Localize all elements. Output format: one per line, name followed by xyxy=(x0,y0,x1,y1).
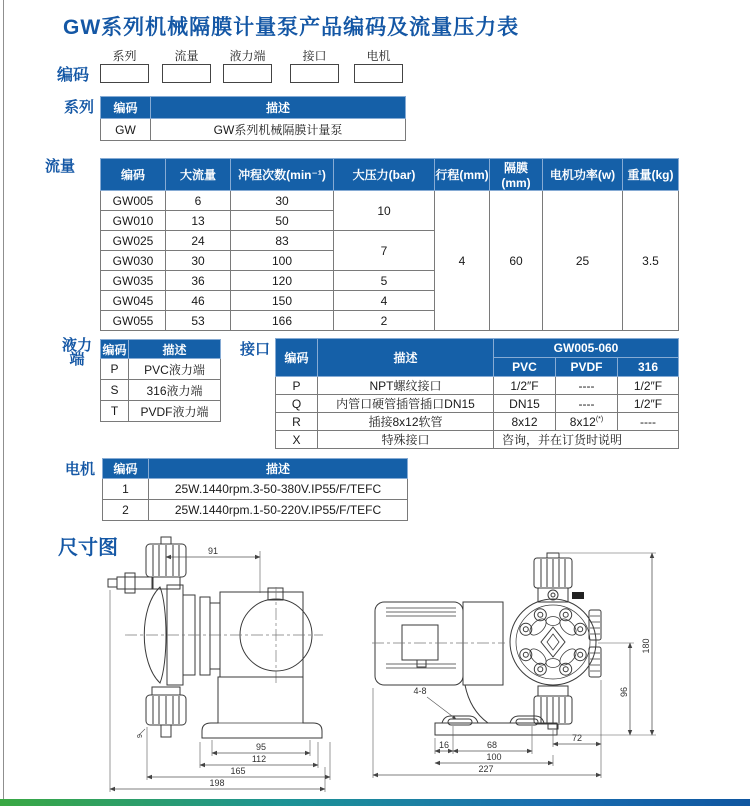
interface-header-code: 编码 xyxy=(276,339,318,377)
flow-cell: 30 xyxy=(231,191,334,211)
dim-label-95: 95 xyxy=(255,742,267,752)
interface-316-value: ---- xyxy=(618,413,679,431)
flow-cell: 30 xyxy=(166,251,231,271)
dim-label-96: 96 xyxy=(619,686,629,698)
flow-cell: GW005 xyxy=(101,191,166,211)
flow-header-diaphragm: 隔膜(mm) xyxy=(490,159,543,191)
flow-stroke-cell: 4 xyxy=(435,191,490,331)
dim-label-180: 180 xyxy=(641,638,651,654)
flow-pressure-cell: 7 xyxy=(334,231,435,271)
flow-cell: GW045 xyxy=(101,291,166,311)
motor-desc: 25W.1440rpm.1-50-220V.IP55/F/TEFC xyxy=(149,500,408,521)
dim-label-16: 16 xyxy=(438,740,450,750)
table-row xyxy=(101,119,406,141)
dim-label-91: 91 xyxy=(207,546,219,556)
dim-label-68: 68 xyxy=(486,740,498,750)
flow-cell: 150 xyxy=(231,291,334,311)
interface-header-group: GW005-060 xyxy=(494,339,679,358)
interface-table xyxy=(275,338,679,449)
interface-special-note: 咨询，并在订货时说明 xyxy=(494,431,679,449)
dim-label-holes: 4-8 xyxy=(413,686,427,696)
head-windows xyxy=(527,616,579,668)
interface-desc: NPT螺纹接口 xyxy=(318,377,494,395)
flow-pressure-cell: 5 xyxy=(334,271,435,291)
coding-slot-box-hydraulic xyxy=(223,64,272,83)
bracket-drawing xyxy=(465,685,488,723)
dim-label-100: 100 xyxy=(486,752,502,762)
pump-front-view-drawing xyxy=(370,540,670,788)
hydraulic-code: S xyxy=(101,380,129,401)
flow-cell: 53 xyxy=(166,311,231,331)
hydraulic-desc: PVDF液力端 xyxy=(129,401,221,422)
interface-header-desc: 描述 xyxy=(318,339,494,377)
left-border-line xyxy=(3,0,4,806)
interface-pvdf-value xyxy=(556,413,618,431)
dim-label-72: 72 xyxy=(571,733,583,743)
interface-code: R xyxy=(276,413,318,431)
coding-slot-label-motor: 电机 xyxy=(366,49,391,63)
motor-section-label: 电机 xyxy=(65,461,96,478)
adjustment-knobs-drawing xyxy=(589,610,601,677)
bolt-circles xyxy=(520,609,586,675)
coding-slot-label-hydraulic: 液力端 xyxy=(229,49,266,63)
interface-header-316: 316 xyxy=(618,358,679,377)
pump-head-front-drawing xyxy=(510,599,596,685)
flow-header-pressure: 大压力(bar) xyxy=(334,159,435,191)
motor-drawing xyxy=(220,588,312,677)
hydraulic-desc: PVC液力端 xyxy=(129,359,221,380)
dim-label-112: 112 xyxy=(251,754,267,764)
dim-label-198: 198 xyxy=(209,778,225,788)
flow-cell: 120 xyxy=(231,271,334,291)
interface-section-label: 接口 xyxy=(240,341,271,358)
interface-code: X xyxy=(276,431,318,449)
hydraulic-header-desc: 描述 xyxy=(129,340,221,359)
interface-pvc-value: 1/2″F xyxy=(494,377,556,395)
hydraulic-label-line2: 端 xyxy=(69,351,85,368)
discharge-valve-drawing xyxy=(146,537,186,589)
dimensions-section-label: 尺寸图 xyxy=(58,537,118,559)
interface-header-pvc: PVC xyxy=(494,358,556,377)
flow-diaphragm-cell: 60 xyxy=(490,191,543,331)
side-pipe-drawing xyxy=(108,573,153,593)
interface-pvc-value: 8x12 xyxy=(494,413,556,431)
suction-valve-drawing xyxy=(146,687,186,737)
motor-table xyxy=(102,458,408,521)
table-row xyxy=(276,431,679,449)
flow-header-code: 编码 xyxy=(101,159,166,191)
interface-pvdf-value: ---- xyxy=(556,377,618,395)
dimension-lines-front xyxy=(373,553,656,778)
coding-section-label: 编码 xyxy=(57,67,90,84)
flow-pressure-cell: 4 xyxy=(334,291,435,311)
flow-cell: GW035 xyxy=(101,271,166,291)
coding-slot-box-flow xyxy=(162,64,211,83)
motor-code: 2 xyxy=(103,500,149,521)
hydraulic-section-label xyxy=(60,339,94,367)
flow-cell: GW025 xyxy=(101,231,166,251)
dim-label-227: 227 xyxy=(478,764,494,774)
table-row xyxy=(276,377,679,395)
flow-header-power: 电机功率(w) xyxy=(543,159,623,191)
flow-pressure-cell: 10 xyxy=(334,191,435,231)
flow-cell: 83 xyxy=(231,231,334,251)
bottom-gradient-bar xyxy=(0,799,750,806)
dimension-labels xyxy=(137,546,266,788)
interface-pvdf-value: ---- xyxy=(556,395,618,413)
motor-desc: 25W.1440rpm.3-50-380V.IP55/F/TEFC xyxy=(149,479,408,500)
motor-code: 1 xyxy=(103,479,149,500)
flow-header-strokes: 冲程次数(min⁻¹) xyxy=(231,159,334,191)
flow-cell: GW010 xyxy=(101,211,166,231)
hydraulic-desc: 316液力端 xyxy=(129,380,221,401)
flow-cell: 46 xyxy=(166,291,231,311)
flow-cell: 24 xyxy=(166,231,231,251)
flow-table xyxy=(100,158,679,331)
flow-pressure-cell: 2 xyxy=(334,311,435,331)
base-drawing xyxy=(202,677,322,738)
coding-slot-label-series: 系列 xyxy=(112,49,137,63)
table-row xyxy=(101,359,221,380)
table-row xyxy=(101,380,221,401)
hydraulic-code: P xyxy=(101,359,129,380)
table-row xyxy=(276,395,679,413)
flow-weight-cell: 3.5 xyxy=(623,191,679,331)
interface-desc: 插接8x12软管 xyxy=(318,413,494,431)
flow-cell: 6 xyxy=(166,191,231,211)
flow-cell: GW030 xyxy=(101,251,166,271)
coding-slot-label-interface: 接口 xyxy=(302,49,327,63)
pump-side-view-drawing xyxy=(105,535,345,800)
flow-section-label: 流量 xyxy=(45,158,76,175)
motor-header-code: 编码 xyxy=(103,459,149,479)
interface-desc: 内管口硬管插管插口DN15 xyxy=(318,395,494,413)
interface-pvc-value: DN15 xyxy=(494,395,556,413)
flow-cell: GW055 xyxy=(101,311,166,331)
motor-header-desc: 描述 xyxy=(149,459,408,479)
flow-header-maxflow: 大流量 xyxy=(166,159,231,191)
series-table xyxy=(100,96,406,141)
table-row xyxy=(103,500,408,521)
hydraulic-header-code: 编码 xyxy=(101,340,129,359)
page-title: GW系列机械隔膜计量泵产品编码及流量压力表 xyxy=(63,16,520,39)
hydraulic-code: T xyxy=(101,401,129,422)
table-row xyxy=(101,401,221,422)
flow-header-weight: 重量(kg) xyxy=(623,159,679,191)
center-diamond xyxy=(541,627,565,657)
flow-cell: 36 xyxy=(166,271,231,291)
coding-slot-label-flow: 流量 xyxy=(174,49,199,63)
coding-slot-box-series xyxy=(100,64,149,83)
table-row xyxy=(103,479,408,500)
dim-label-165: 165 xyxy=(230,766,246,776)
flow-cell: 50 xyxy=(231,211,334,231)
hydraulic-label-line1: 液力 xyxy=(61,337,92,354)
motor-front-drawing xyxy=(375,602,503,685)
series-header-code: 编码 xyxy=(101,97,151,119)
hydraulic-table xyxy=(100,339,221,422)
top-fitting-drawing xyxy=(534,553,584,602)
interface-pvdf-footnote: (*) xyxy=(595,415,604,423)
flow-cell: 100 xyxy=(231,251,334,271)
series-header-desc: 描述 xyxy=(151,97,406,119)
flow-cell: 13 xyxy=(166,211,231,231)
interface-pvdf-main: 8x12 xyxy=(569,414,596,429)
flow-power-cell: 25 xyxy=(543,191,623,331)
interface-code: Q xyxy=(276,395,318,413)
series-desc: GW系列机械隔膜计量泵 xyxy=(151,119,406,141)
interface-header-pvdf: PVDF xyxy=(556,358,618,377)
coding-slot-box-motor xyxy=(354,64,403,83)
flow-header-stroke-mm: 行程(mm) xyxy=(435,159,490,191)
series-code: GW xyxy=(101,119,151,141)
flow-cell: 166 xyxy=(231,311,334,331)
interface-code: P xyxy=(276,377,318,395)
table-row xyxy=(276,413,679,431)
dim-label-9: 9 xyxy=(137,734,144,738)
series-section-label: 系列 xyxy=(64,99,95,116)
interface-316-value: 1/2″F xyxy=(618,377,679,395)
coding-slot-box-interface xyxy=(290,64,339,83)
interface-desc: 特殊接口 xyxy=(318,431,494,449)
table-row xyxy=(101,191,679,211)
interface-316-value: 1/2″F xyxy=(618,395,679,413)
